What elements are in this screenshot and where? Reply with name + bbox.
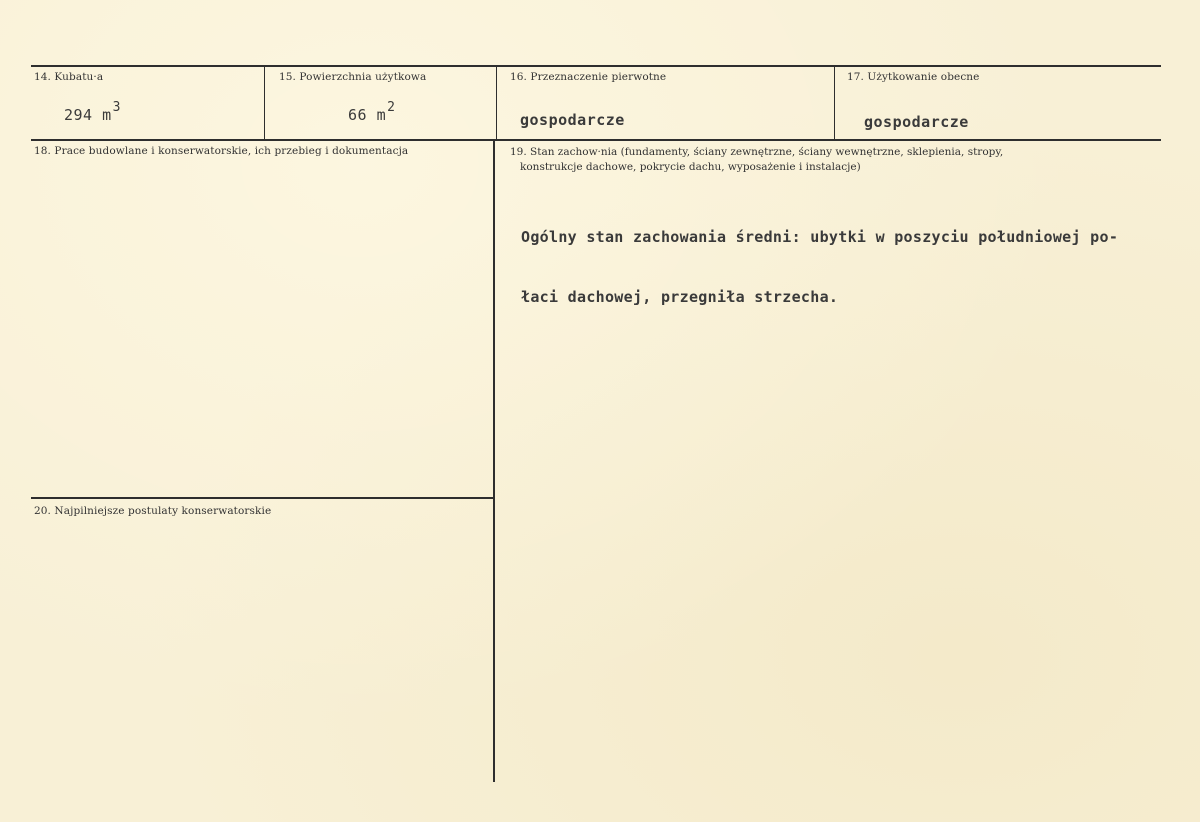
divider-16-17 — [834, 66, 835, 140]
field-14-label: 14. Kubatu·a — [34, 71, 104, 83]
field-20-label: 20. Najpilniejsze postulaty konserwatorskie — [34, 505, 272, 517]
field-19-value-line2: łaci dachowej, przegniła strzecha. — [521, 288, 839, 306]
field-19-label — [510, 145, 1070, 175]
field-15-exponent: 2 — [387, 100, 396, 115]
field-15-label: 15. Powierzchnia użytkowa — [279, 71, 427, 83]
field-16-value: gospodarcze — [520, 111, 625, 129]
divider-14-15 — [264, 66, 265, 140]
field-19-value — [521, 187, 1118, 347]
field-15-number: 66 m — [348, 106, 387, 124]
field-16-label: 16. Przeznaczenie pierwotne — [510, 71, 667, 83]
row1-bottom-rule — [31, 139, 1161, 141]
field-15-value — [348, 100, 395, 124]
field-19-label-line2: konstrukcje dachowe, pokrycie dachu, wyposażenie i instalacje) — [520, 161, 861, 173]
field-19-value-line1: Ogólny stan zachowania średni: ubytki w poszyciu południowej po- — [521, 228, 1119, 246]
field-14-value — [64, 100, 121, 124]
main-column-divider — [493, 140, 495, 782]
field-14-exponent: 3 — [112, 100, 121, 115]
field-17-value: gospodarcze — [864, 113, 969, 131]
field-17-label: 17. Użytkowanie obecne — [847, 71, 980, 83]
field-19-label-line1: 19. Stan zachow·nia (fundamenty, ściany zewnętrzne, ściany wewnętrzne, sklepienia, stropy, — [510, 146, 1004, 158]
divider-15-16 — [496, 66, 497, 140]
field-14-number: 294 m — [64, 106, 112, 124]
field-18-label: 18. Prace budowlane i konserwatorskie, ich przebieg i dokumentacja — [34, 145, 409, 157]
section18-bottom-rule — [31, 497, 494, 499]
top-rule — [31, 65, 1161, 67]
